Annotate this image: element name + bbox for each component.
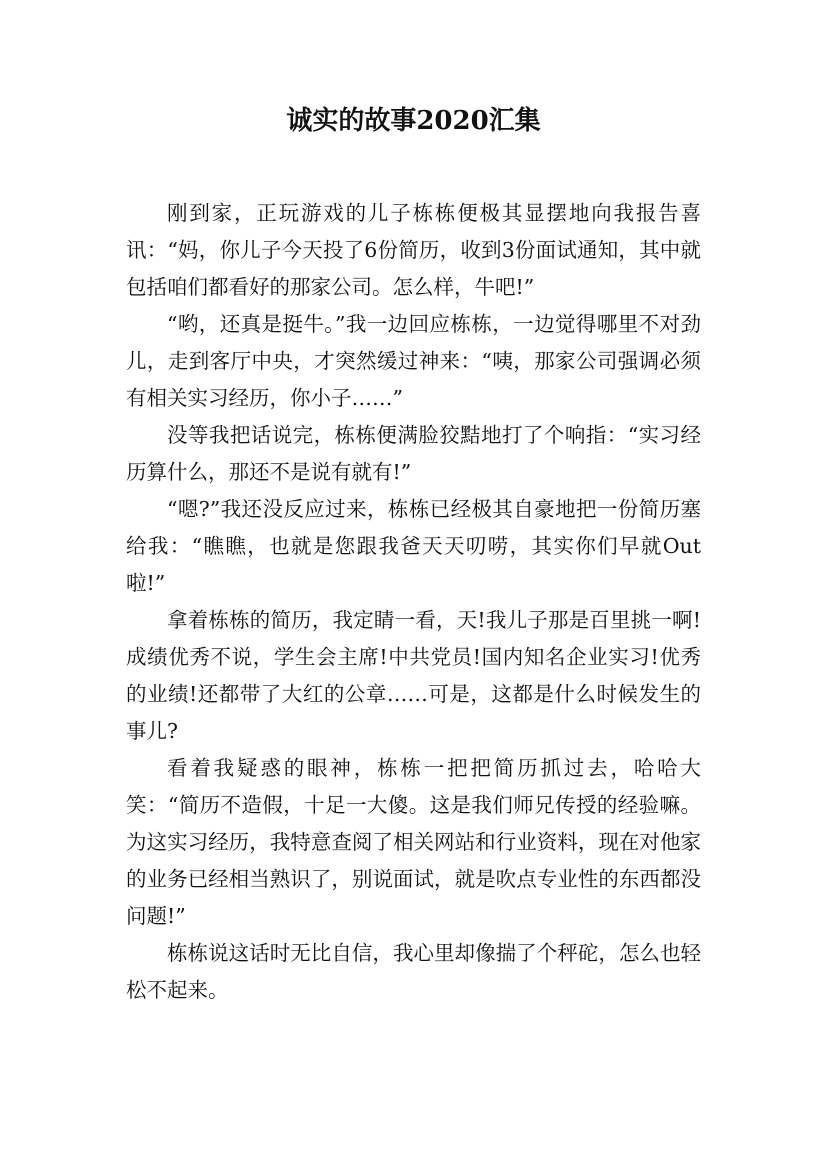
- paragraph-1: 刚到家，正玩游戏的儿子栋栋便极其显摆地向我报告喜讯：“妈，你儿子今天投了6份简历，收到3份面试通知，其中就包括咱们都看好的那家公司。怎么样，牛吧!”: [126, 201, 701, 299]
- paragraph-2: “哟，还真是挺牛。”我一边回应栋栋，一边觉得哪里不对劲儿，走到客厅中央，才突然缓过神来：“咦，那家公司强调必须有相关实习经历，你小子……”: [126, 312, 701, 410]
- paragraph-3: 没等我把话说完，栋栋便满脸狡黠地打了个响指：“实习经历算什么，那还不是说有就有!”: [126, 423, 701, 484]
- document-title: 诚实的故事2020汇集: [286, 106, 541, 136]
- paragraph-4: “嗯?”我还没反应过来，栋栋已经极其自豪地把一份简历塞给我：“瞧瞧，也就是您跟我爸天天叨唠，其实你们早就Out啦!”: [126, 497, 701, 595]
- paragraph-5: 拿着栋栋的简历，我定睛一看，天!我儿子那是百里挑一啊!成绩优秀不说，学生会主席!中共党员!国内知名企业实习!优秀的业绩!还都带了大红的公章……可是，这都是什么时候发生的事儿?: [126, 608, 701, 743]
- paragraph-6: 看着我疑惑的眼神，栋栋一把把简历抓过去，哈哈大笑：“简历不造假，十足一大傻。这是我们师兄传授的经验嘛。为这实习经历，我特意查阅了相关网站和行业资料，现在对他家的业务已经相当熟识了，别说面试，就是吹点专业性的东西都没问题!”: [126, 756, 701, 928]
- paragraph-7: 栋栋说这话时无比自信，我心里却像揣了个秤砣，怎么也轻松不起来。: [126, 941, 701, 1002]
- document-body: [126, 195, 701, 1009]
